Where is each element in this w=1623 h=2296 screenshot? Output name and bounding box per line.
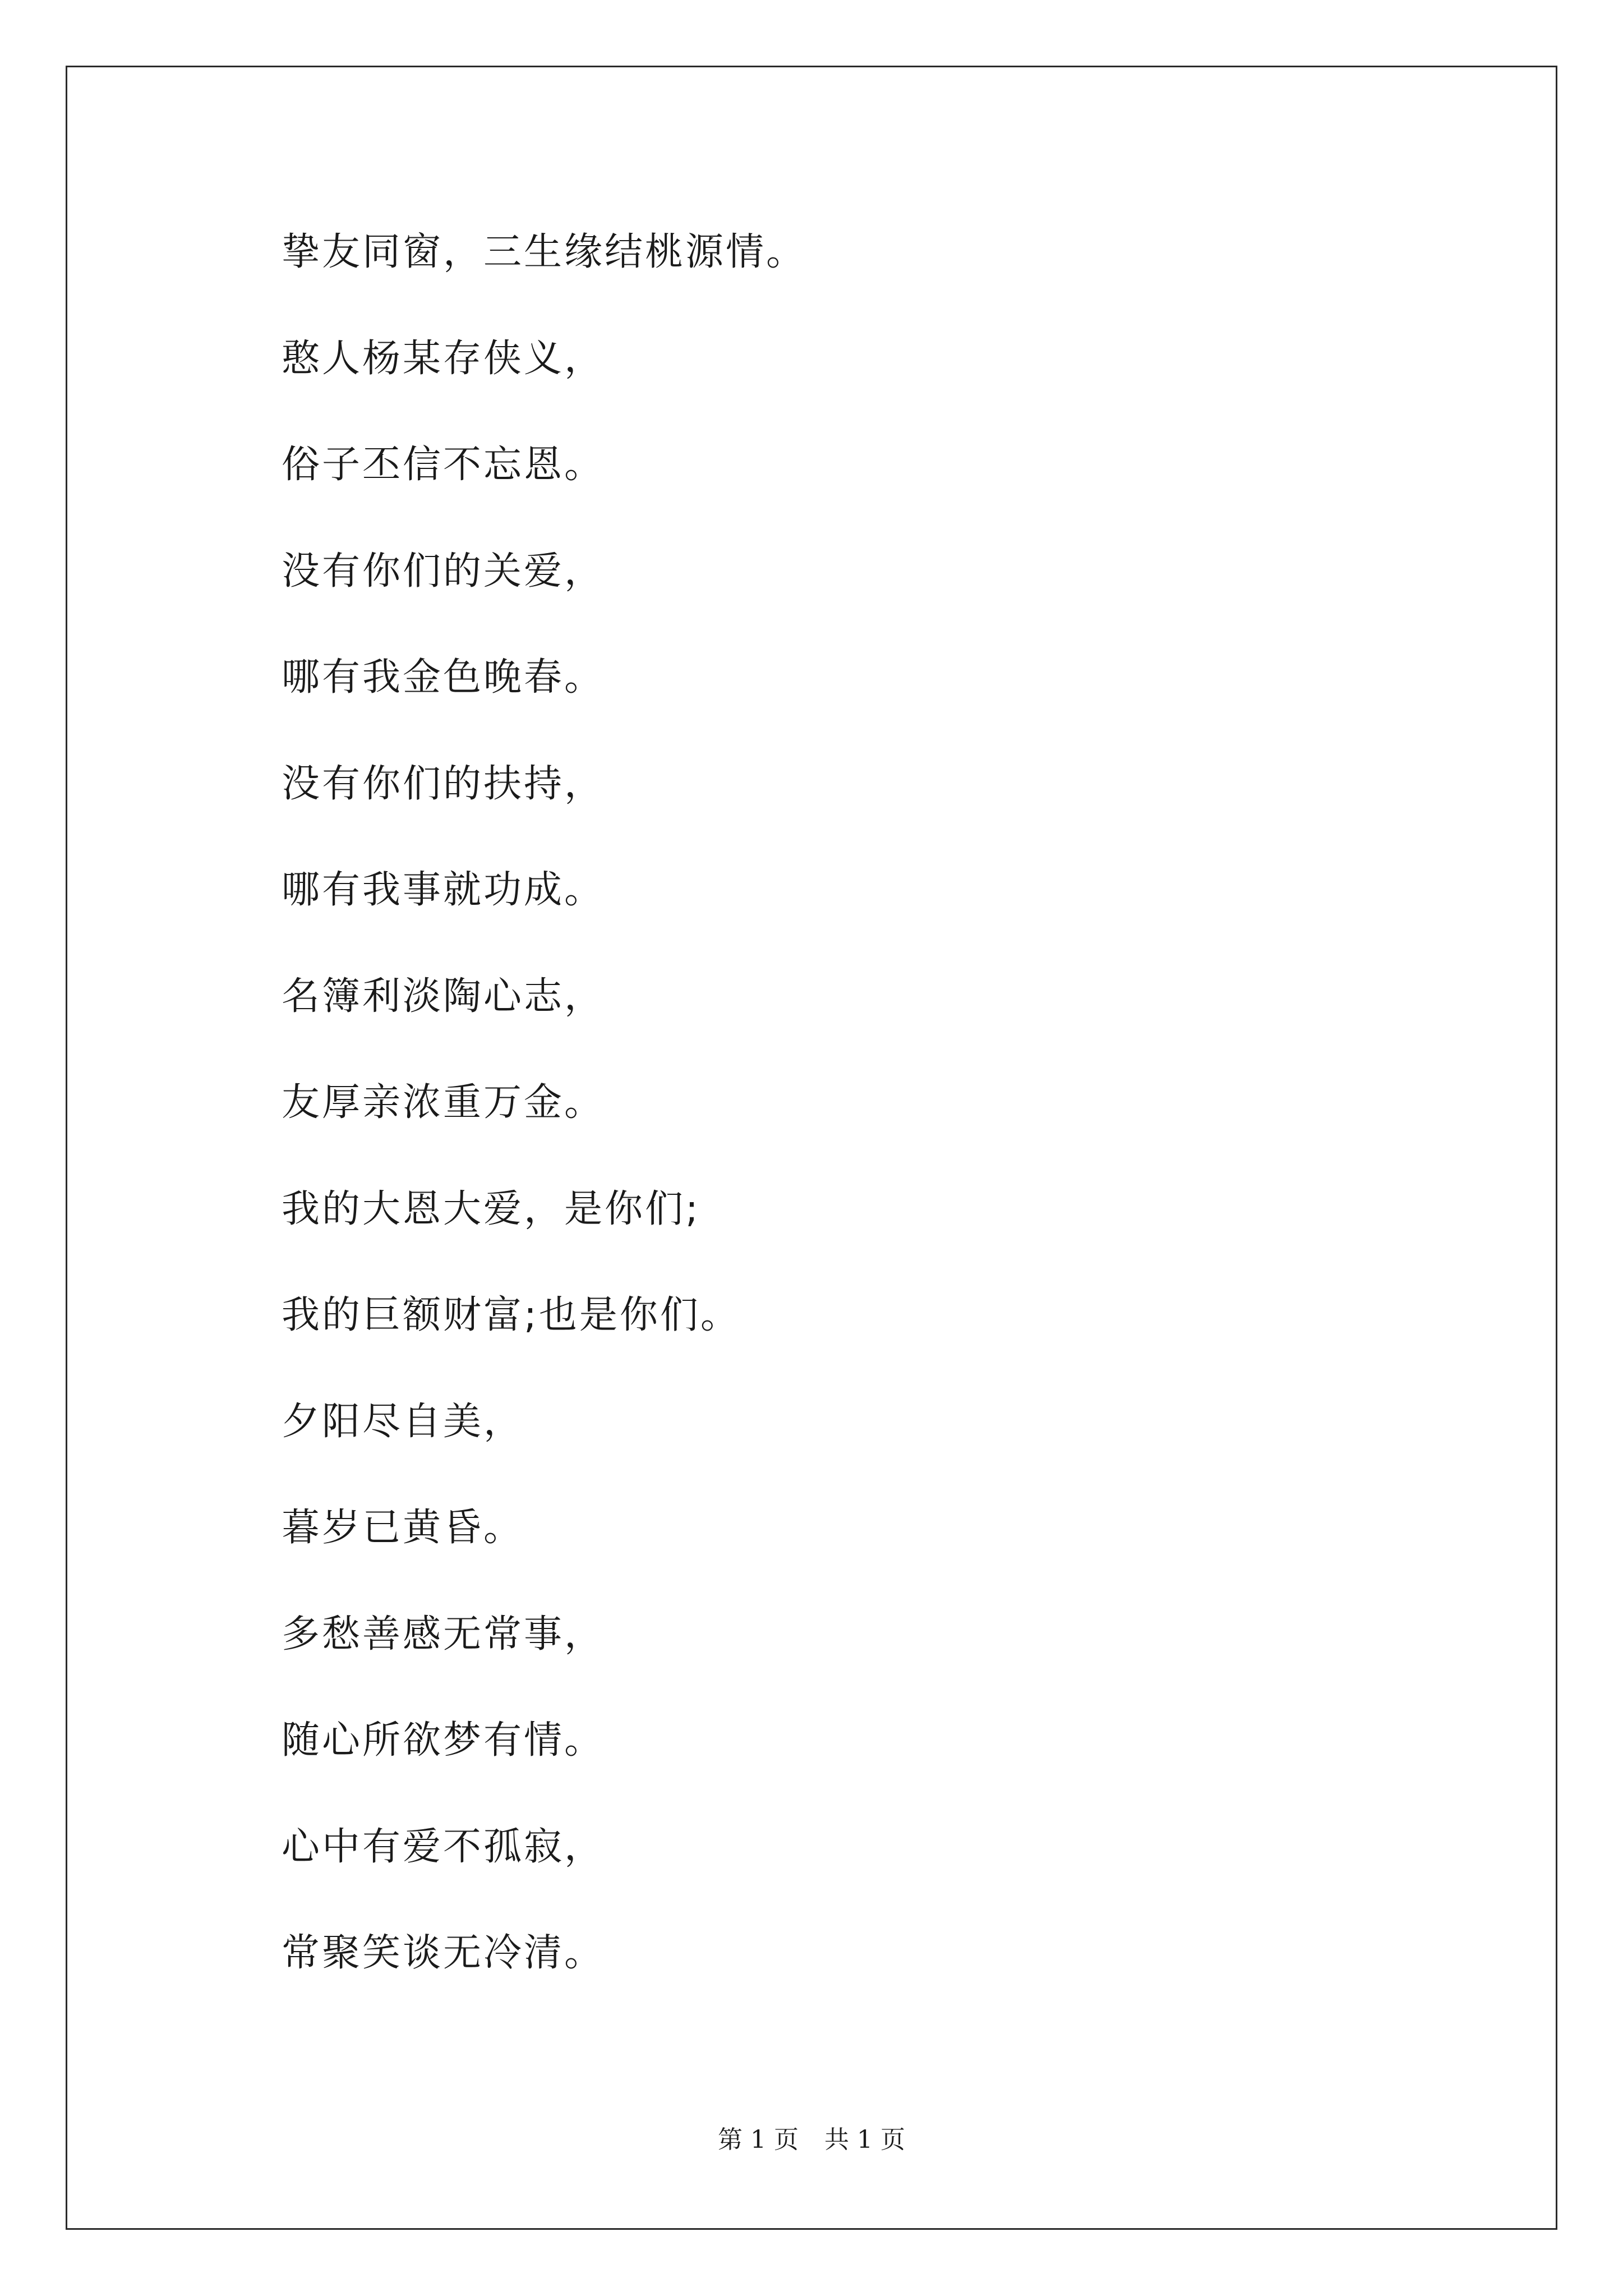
poem-line: 憨人杨某存侠义， [282,336,605,381]
poem-line: 名簿利淡陶心志， [282,974,605,1019]
poem-body [282,222,806,2029]
poem-line: 常聚笑谈无冷清。 [282,1931,605,1975]
page-footer [0,2123,1623,2157]
poem-line: 没有你们的扶持， [282,761,605,806]
poem-line: 挚友同窗，三生缘结桃源情。 [282,230,807,274]
poem-line: 多愁善感无常事， [282,1612,605,1657]
poem-line: 我的巨额财富;也是你们。 [282,1293,741,1337]
poem-line: 哪有我金色晚春。 [282,655,605,700]
poem-line: 暮岁已黄昏。 [282,1506,524,1550]
poem-line: 心中有爱不孤寂， [282,1824,605,1869]
poem-line: 随心所欲梦有情。 [282,1718,605,1763]
poem-line: 友厚亲浓重万金。 [282,1080,605,1125]
page-number: 第 1 页 [718,2125,799,2154]
poem-line: 俗子丕信不忘恩。 [282,443,605,487]
poem-line: 我的大恩大爱，是你们; [282,1186,700,1231]
poem-line: 哪有我事就功成。 [282,868,605,912]
page-total: 共 1 页 [824,2125,905,2154]
poem-line: 夕阳尽自美， [282,1399,524,1444]
poem-line: 没有你们的关爱， [282,549,605,593]
